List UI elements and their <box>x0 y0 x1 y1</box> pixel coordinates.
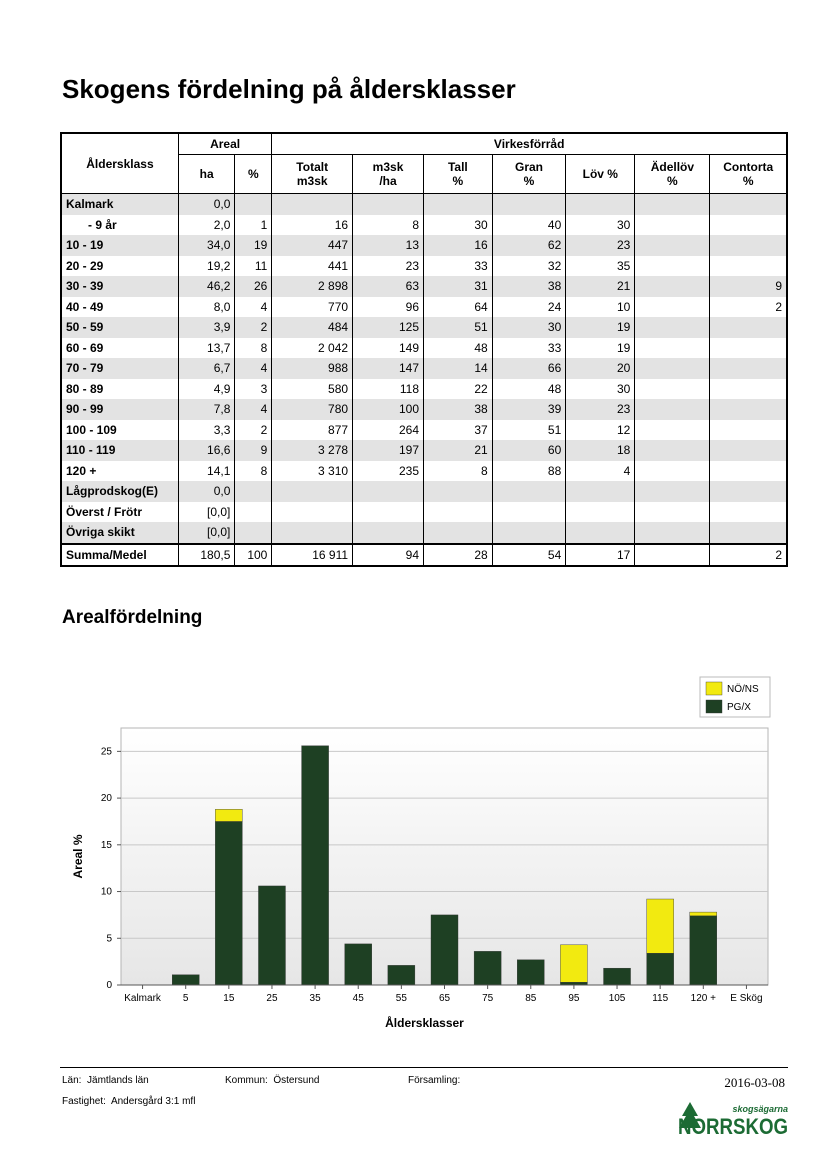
subheader-1: % <box>235 155 272 194</box>
cell-adel <box>635 317 710 338</box>
cell-cont <box>710 215 787 236</box>
cell-gran: 32 <box>492 256 566 277</box>
cell-ha: 0,0 <box>178 481 235 502</box>
cell-gran <box>492 502 566 523</box>
legend-label: NÖ/NS <box>727 684 759 695</box>
bar-nons <box>647 899 674 953</box>
age-class-cell: 100 - 109 <box>61 420 178 441</box>
cell-m3ha: 100 <box>353 399 424 420</box>
cell-tall: 33 <box>424 256 493 277</box>
cell-m3ha: 63 <box>353 276 424 297</box>
table-row <box>61 317 787 338</box>
cell-gran <box>492 481 566 502</box>
cell-adel <box>635 544 710 566</box>
cell-pct <box>235 502 272 523</box>
age-class-cell: 110 - 119 <box>61 440 178 461</box>
cell-m3ha: 8 <box>353 215 424 236</box>
x-tick-label: 35 <box>309 993 321 1004</box>
header-aldersklass: Åldersklass <box>61 133 178 194</box>
cell-tot: 447 <box>272 235 353 256</box>
cell-cont <box>710 338 787 359</box>
cell-adel <box>635 502 710 523</box>
cell-tot: 3 310 <box>272 461 353 482</box>
bar-pgx <box>388 965 415 985</box>
table-row <box>61 379 787 400</box>
cell-gran: 60 <box>492 440 566 461</box>
cell-pct: 9 <box>235 440 272 461</box>
y-tick-label: 5 <box>106 933 112 945</box>
cell-m3ha <box>353 502 424 523</box>
cell-lov: 17 <box>566 544 635 566</box>
table-row <box>61 481 787 502</box>
cell-tall: 28 <box>424 544 493 566</box>
cell-tot: 2 898 <box>272 276 353 297</box>
cell-tall: 38 <box>424 399 493 420</box>
cell-tall <box>424 522 493 544</box>
bar-pgx <box>258 886 285 985</box>
cell-pct: 1 <box>235 215 272 236</box>
table-row <box>61 502 787 523</box>
cell-pct: 26 <box>235 276 272 297</box>
x-tick-label: 95 <box>568 993 580 1004</box>
footer-lan: Län: Jämtlands län <box>62 1075 149 1086</box>
cell-ha: 180,5 <box>178 544 235 566</box>
table-row <box>61 522 787 544</box>
cell-adel <box>635 256 710 277</box>
cell-tall: 48 <box>424 338 493 359</box>
cell-adel <box>635 440 710 461</box>
bar-pgx <box>302 746 329 985</box>
cell-tot: 484 <box>272 317 353 338</box>
cell-adel <box>635 276 710 297</box>
x-tick-label: 15 <box>223 993 235 1004</box>
cell-lov: 19 <box>566 317 635 338</box>
cell-cont <box>710 481 787 502</box>
cell-cont <box>710 358 787 379</box>
table-row <box>61 399 787 420</box>
footer-forsamling: Församling: <box>408 1075 461 1086</box>
cell-pct: 11 <box>235 256 272 277</box>
subheader-3: m3sk /ha <box>353 155 424 194</box>
cell-m3ha: 118 <box>353 379 424 400</box>
cell-ha: 16,6 <box>178 440 235 461</box>
cell-gran: 66 <box>492 358 566 379</box>
cell-m3ha: 125 <box>353 317 424 338</box>
cell-tall: 64 <box>424 297 493 318</box>
cell-pct: 3 <box>235 379 272 400</box>
table-row <box>61 420 787 441</box>
legend-label: PG/X <box>727 702 751 713</box>
cell-gran: 40 <box>492 215 566 236</box>
norrskog-logo <box>676 1098 791 1138</box>
cell-m3ha <box>353 481 424 502</box>
cell-ha: 14,1 <box>178 461 235 482</box>
age-class-table <box>60 132 788 567</box>
x-tick-label: 65 <box>438 993 451 1004</box>
cell-gran: 48 <box>492 379 566 400</box>
cell-adel <box>635 194 710 215</box>
bar-pgx <box>345 944 372 985</box>
cell-lov <box>566 522 635 544</box>
cell-tot: 580 <box>272 379 353 400</box>
cell-ha: 34,0 <box>178 235 235 256</box>
cell-gran: 62 <box>492 235 566 256</box>
cell-gran: 51 <box>492 420 566 441</box>
cell-gran: 24 <box>492 297 566 318</box>
cell-cont <box>710 461 787 482</box>
cell-tot: 780 <box>272 399 353 420</box>
age-class-cell: Lågprodskog(E) <box>61 481 178 502</box>
age-class-cell: 80 - 89 <box>61 379 178 400</box>
cell-tot <box>272 522 353 544</box>
cell-gran: 88 <box>492 461 566 482</box>
cell-lov: 18 <box>566 440 635 461</box>
table-row <box>61 461 787 482</box>
cell-tall: 21 <box>424 440 493 461</box>
cell-lov <box>566 194 635 215</box>
cell-pct: 4 <box>235 399 272 420</box>
age-class-cell: 70 - 79 <box>61 358 178 379</box>
y-tick-label: 0 <box>106 980 112 991</box>
table-row <box>61 215 787 236</box>
cell-pct: 4 <box>235 358 272 379</box>
table-row <box>61 358 787 379</box>
cell-tot <box>272 194 353 215</box>
cell-gran: 39 <box>492 399 566 420</box>
x-tick-label: 25 <box>266 993 278 1004</box>
bar-pgx <box>604 968 631 985</box>
subheader-5: Gran % <box>492 155 566 194</box>
cell-tot: 441 <box>272 256 353 277</box>
cell-m3ha <box>353 522 424 544</box>
cell-cont: 9 <box>710 276 787 297</box>
cell-adel <box>635 235 710 256</box>
cell-pct: 8 <box>235 461 272 482</box>
cell-tall: 51 <box>424 317 493 338</box>
cell-ha: 2,0 <box>178 215 235 236</box>
cell-adel <box>635 461 710 482</box>
bar-pgx <box>215 821 242 985</box>
cell-m3ha: 197 <box>353 440 424 461</box>
cell-m3ha: 94 <box>353 544 424 566</box>
x-tick-label: 85 <box>525 993 537 1004</box>
cell-tall: 16 <box>424 235 493 256</box>
cell-tall <box>424 194 493 215</box>
cell-tall: 37 <box>424 420 493 441</box>
cell-cont <box>710 522 787 544</box>
cell-tot: 877 <box>272 420 353 441</box>
cell-m3ha: 264 <box>353 420 424 441</box>
age-class-cell: 120 + <box>61 461 178 482</box>
x-tick-label: 120 + <box>690 993 716 1004</box>
subheader-7: Ädellöv % <box>635 155 710 194</box>
cell-lov <box>566 502 635 523</box>
age-class-cell: Övriga skikt <box>61 522 178 544</box>
age-class-cell: Kalmark <box>61 194 178 215</box>
cell-ha: 13,7 <box>178 338 235 359</box>
y-tick-label: 10 <box>100 886 112 898</box>
cell-m3ha: 149 <box>353 338 424 359</box>
header-areal: Areal <box>178 133 271 155</box>
cell-cont <box>710 235 787 256</box>
cell-tot <box>272 481 353 502</box>
legend-swatch <box>706 682 722 695</box>
cell-ha: [0,0] <box>178 522 235 544</box>
area-distribution-chart <box>0 660 827 1040</box>
cell-pct <box>235 481 272 502</box>
age-class-cell: 30 - 39 <box>61 276 178 297</box>
cell-pct: 2 <box>235 317 272 338</box>
age-class-cell: Summa/Medel <box>61 544 178 566</box>
cell-m3ha: 23 <box>353 256 424 277</box>
x-tick-label: 75 <box>482 993 494 1004</box>
cell-ha: 8,0 <box>178 297 235 318</box>
bar-pgx <box>517 960 544 985</box>
cell-adel <box>635 358 710 379</box>
cell-cont <box>710 379 787 400</box>
cell-m3ha: 235 <box>353 461 424 482</box>
cell-cont <box>710 420 787 441</box>
cell-lov: 30 <box>566 215 635 236</box>
subheader-4: Tall % <box>424 155 493 194</box>
page-title: Skogens fördelning på åldersklasser <box>62 74 516 104</box>
cell-lov: 35 <box>566 256 635 277</box>
cell-lov: 10 <box>566 297 635 318</box>
bar-pgx <box>690 916 717 985</box>
bar-pgx <box>647 953 674 985</box>
cell-m3ha: 96 <box>353 297 424 318</box>
cell-cont <box>710 194 787 215</box>
x-tick-label: Kalmark <box>124 993 161 1004</box>
cell-cont: 2 <box>710 544 787 566</box>
cell-cont <box>710 399 787 420</box>
cell-tot: 16 <box>272 215 353 236</box>
table-row <box>61 235 787 256</box>
cell-cont <box>710 440 787 461</box>
y-tick-label: 20 <box>100 793 112 805</box>
cell-gran: 54 <box>492 544 566 566</box>
cell-gran: 30 <box>492 317 566 338</box>
cell-adel <box>635 338 710 359</box>
cell-adel <box>635 297 710 318</box>
legend-swatch <box>706 700 722 713</box>
age-class-cell: Överst / Frötr <box>61 502 178 523</box>
y-tick-label: 25 <box>100 746 112 758</box>
cell-ha: 0,0 <box>178 194 235 215</box>
subheader-0: ha <box>178 155 235 194</box>
cell-ha: 7,8 <box>178 399 235 420</box>
age-class-cell: 90 - 99 <box>61 399 178 420</box>
table-row <box>61 276 787 297</box>
cell-cont <box>710 317 787 338</box>
age-class-cell: 50 - 59 <box>61 317 178 338</box>
logo-small-text: skogsägarna <box>732 1104 788 1114</box>
table-row <box>61 440 787 461</box>
y-axis-label: Areal % <box>71 834 85 879</box>
cell-cont: 2 <box>710 297 787 318</box>
age-class-cell: - 9 år <box>61 215 178 236</box>
cell-tall: 30 <box>424 215 493 236</box>
cell-gran <box>492 194 566 215</box>
cell-pct: 19 <box>235 235 272 256</box>
y-tick-label: 15 <box>100 839 112 851</box>
cell-m3ha: 13 <box>353 235 424 256</box>
cell-pct <box>235 194 272 215</box>
cell-cont <box>710 256 787 277</box>
cell-adel <box>635 420 710 441</box>
table-row <box>61 256 787 277</box>
age-class-cell: 60 - 69 <box>61 338 178 359</box>
cell-tall <box>424 481 493 502</box>
cell-ha: 4,9 <box>178 379 235 400</box>
logo-big-text: NORRSKOG <box>678 1114 788 1139</box>
cell-adel <box>635 522 710 544</box>
cell-cont <box>710 502 787 523</box>
chart-title: Arealfördelning <box>62 607 203 628</box>
cell-lov: 20 <box>566 358 635 379</box>
cell-m3ha <box>353 194 424 215</box>
table-row <box>61 338 787 359</box>
cell-pct <box>235 522 272 544</box>
cell-tot: 16 911 <box>272 544 353 566</box>
cell-tot: 770 <box>272 297 353 318</box>
cell-tot: 988 <box>272 358 353 379</box>
cell-ha: 3,9 <box>178 317 235 338</box>
cell-gran: 33 <box>492 338 566 359</box>
table-row <box>61 297 787 318</box>
x-tick-label: 115 <box>652 993 669 1004</box>
cell-lov: 12 <box>566 420 635 441</box>
cell-tall: 22 <box>424 379 493 400</box>
cell-pct: 2 <box>235 420 272 441</box>
cell-ha: 46,2 <box>178 276 235 297</box>
cell-ha: 19,2 <box>178 256 235 277</box>
subheader-2: Totalt m3sk <box>272 155 353 194</box>
cell-tall: 14 <box>424 358 493 379</box>
cell-tall: 31 <box>424 276 493 297</box>
cell-gran <box>492 522 566 544</box>
cell-ha: 3,3 <box>178 420 235 441</box>
cell-adel <box>635 215 710 236</box>
cell-lov: 30 <box>566 379 635 400</box>
cell-lov: 23 <box>566 399 635 420</box>
x-tick-label: 5 <box>182 993 189 1004</box>
bar-nons <box>215 809 242 821</box>
cell-pct: 4 <box>235 297 272 318</box>
subheader-6: Löv % <box>566 155 635 194</box>
cell-tot: 3 278 <box>272 440 353 461</box>
sum-row <box>61 544 787 566</box>
cell-tot: 2 042 <box>272 338 353 359</box>
footer-fastighet: Fastighet: Andersgård 3:1 mfl <box>62 1096 196 1107</box>
x-tick-label: 105 <box>608 993 626 1004</box>
x-tick-label: E Skög <box>730 993 763 1004</box>
cell-tall <box>424 502 493 523</box>
bar-pgx <box>474 951 501 985</box>
cell-tot <box>272 502 353 523</box>
cell-adel <box>635 379 710 400</box>
age-class-cell: 20 - 29 <box>61 256 178 277</box>
footer-kommun: Kommun: Östersund <box>225 1075 320 1086</box>
cell-lov: 19 <box>566 338 635 359</box>
table-row <box>61 194 787 215</box>
cell-m3ha: 147 <box>353 358 424 379</box>
cell-lov: 23 <box>566 235 635 256</box>
age-class-cell: 10 - 19 <box>61 235 178 256</box>
cell-pct: 8 <box>235 338 272 359</box>
bar-pgx <box>431 915 458 985</box>
report-date: 2016-03-08 <box>724 1075 785 1090</box>
bar-pgx <box>172 975 199 985</box>
footer-divider <box>60 1067 788 1068</box>
bar-nons <box>690 912 717 916</box>
cell-lov: 4 <box>566 461 635 482</box>
cell-tall: 8 <box>424 461 493 482</box>
x-axis-label: Åldersklasser <box>385 1016 464 1030</box>
x-tick-label: 45 <box>352 993 364 1004</box>
cell-adel <box>635 399 710 420</box>
age-class-cell: 40 - 49 <box>61 297 178 318</box>
x-tick-label: 55 <box>395 993 407 1004</box>
header-virkesforrad: Virkesförråd <box>272 133 787 155</box>
cell-ha: 6,7 <box>178 358 235 379</box>
cell-gran: 38 <box>492 276 566 297</box>
cell-pct: 100 <box>235 544 272 566</box>
bar-nons <box>560 945 587 982</box>
cell-lov: 21 <box>566 276 635 297</box>
cell-ha: [0,0] <box>178 502 235 523</box>
subheader-8: Contorta % <box>710 155 787 194</box>
cell-lov <box>566 481 635 502</box>
cell-adel <box>635 481 710 502</box>
